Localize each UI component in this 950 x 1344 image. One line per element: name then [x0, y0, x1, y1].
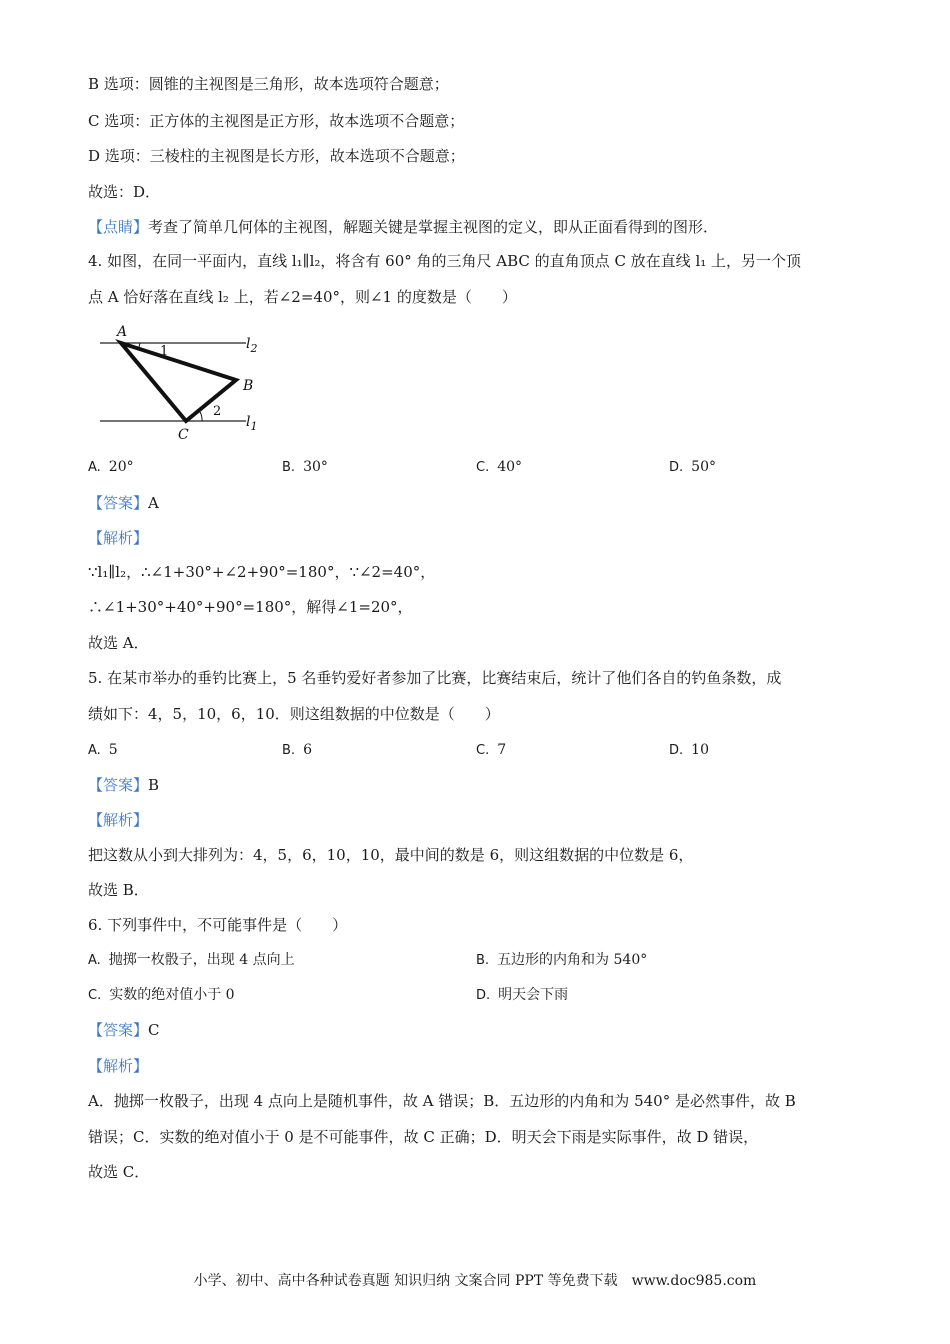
question-5-line-1: 5. 在某市举办的垂钓比赛上，5 名垂钓爱好者参加了比赛，比赛结束后，统计了他们各自的钓鱼条数，成: [88, 669, 782, 687]
q6-answer-line: [88, 1020, 160, 1040]
question-5-line-2: 绩如下：4，5，10，6，10．则这组数据的中位数是（ ）: [88, 705, 500, 723]
q5-option-a: A. 5: [88, 742, 118, 758]
text-line: 故选：D．: [88, 183, 161, 201]
angle-2-label: 2: [213, 404, 222, 419]
answer-label: 【答案】: [88, 776, 149, 794]
text-line: 故选 C．: [88, 1163, 150, 1181]
text-line: C 选项：正方体的主视图是正方形，故本选项不合题意；: [88, 112, 465, 130]
question-4-line-1: 4. 如图，在同一平面内，直线 l₁∥l₂，将含有 60° 角的三角尺 ABC 的直角顶点 C 放在直线 l₁ 上，另一个顶: [88, 252, 802, 270]
triangle-figure: [96, 318, 276, 443]
q4-option-b: B. 30°: [282, 459, 328, 475]
page-footer: 小学、初中、高中各种试卷真题 知识归纳 文案合同 PPT 等免费下载 www.doc985.com: [193, 1273, 757, 1289]
answer-label: 【答案】: [88, 1021, 149, 1039]
text-line: 错误；C．实数的绝对值小于 0 是不可能事件，故 C 正确；D．明天会下雨是实际事件，故 D 错误，: [88, 1128, 759, 1146]
q6-option-c: C. 实数的绝对值小于 0: [88, 987, 235, 1003]
line-l2-label: $l_2$: [246, 336, 258, 355]
q6-jiexi-label: 【解析】: [88, 1057, 149, 1075]
q5-answer-line: [88, 775, 159, 795]
dianjing-line: [88, 217, 718, 237]
q6-answer-value: C: [148, 1021, 160, 1039]
question-4-line-2: 点 A 恰好落在直线 l₂ 上，若∠2=40°，则∠1 的度数是（ ）: [88, 288, 517, 306]
text-line: 故选 A．: [88, 634, 149, 652]
question-6-line: 6. 下列事件中，不可能事件是（ ）: [88, 916, 348, 934]
line-l1-label: $l_1$: [246, 414, 258, 433]
q5-option-b: B. 6: [282, 742, 312, 758]
q6-option-a: A. 抛掷一枚骰子，出现 4 点向上: [88, 952, 295, 968]
q4-answer-value: A: [148, 494, 159, 512]
text-line: B 选项：圆锥的主视图是三角形，故本选项符合题意；: [88, 75, 449, 93]
angle-1-label: 1: [160, 344, 169, 359]
vertex-b-label: B: [243, 378, 254, 394]
q4-answer-line: [88, 493, 159, 513]
vertex-c-label: C: [178, 427, 189, 443]
text-line: D 选项：三棱柱的主视图是长方形，故本选项不合题意；: [88, 147, 465, 165]
text-line: ∴∠1+30°+40°+90°=180°，解得∠1=20°，: [88, 598, 413, 616]
q6-option-b: B. 五边形的内角和为 540°: [476, 952, 648, 968]
q4-option-c: C. 40°: [476, 459, 523, 475]
q4-option-a: A. 20°: [88, 459, 134, 475]
text-line: 把这数从小到大排列为：4，5，6，10，10，最中间的数是 6，则这组数据的中位数是 6，: [88, 846, 694, 864]
text-line: ∵l₁∥l₂，∴∠1+30°+∠2+90°=180°，∵∠2=40°，: [88, 563, 436, 581]
answer-label: 【答案】: [88, 494, 149, 512]
q4-option-d: D. 50°: [669, 459, 716, 475]
angle-2-arc: [200, 412, 202, 421]
text-line: A．抛掷一枚骰子，出现 4 点向上是随机事件，故 A 错误；B．五边形的内角和为 540° 是必然事件，故 B: [88, 1092, 796, 1110]
q5-jiexi-label: 【解析】: [88, 811, 149, 829]
dianjing-label: 【点睛】: [88, 218, 149, 236]
q6-option-d: D. 明天会下雨: [476, 987, 569, 1003]
q5-option-c: C. 7: [476, 742, 507, 758]
q4-jiexi-label: 【解析】: [88, 529, 149, 547]
dianjing-text: 考查了简单几何体的主视图，解题关键是掌握主视图的定义，即从正面看得到的图形．: [148, 218, 719, 236]
text-line: 故选 B．: [88, 881, 149, 899]
vertex-a-label: A: [117, 324, 128, 340]
q5-option-d: D. 10: [669, 742, 709, 758]
q5-answer-value: B: [148, 776, 160, 794]
